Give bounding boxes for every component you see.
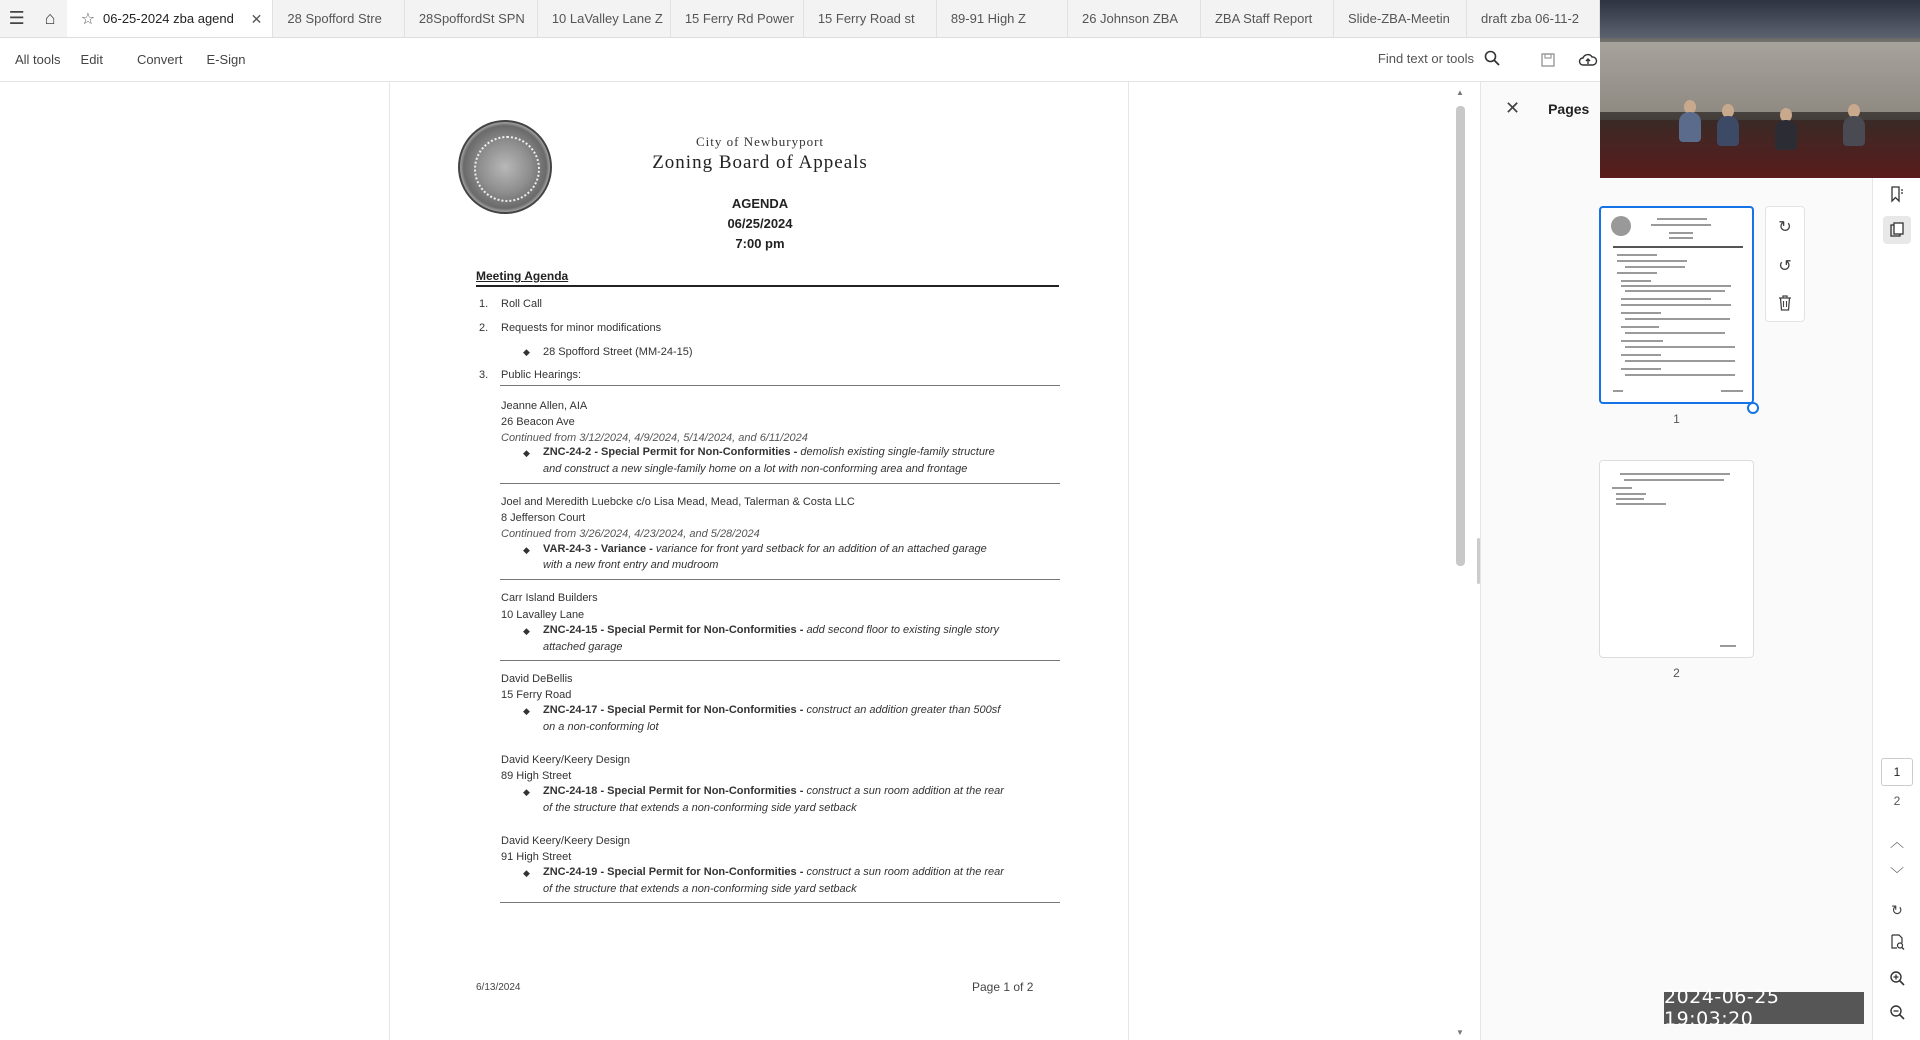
hearing-case: [543, 622, 999, 639]
menu-edit[interactable]: Edit: [80, 52, 103, 67]
case-id: ZNC-24-2 - Special Permit for Non-Conformities -: [543, 446, 798, 458]
hearing-case: [543, 702, 1000, 719]
hearing-case-continued: [543, 719, 659, 736]
tab-label: 26 Johnson ZBA: [1081, 11, 1179, 26]
item-roll-call: Roll Call: [501, 298, 542, 310]
tab-agenda[interactable]: [67, 0, 274, 37]
save-icon[interactable]: [1536, 48, 1560, 72]
search-icon[interactable]: [1484, 50, 1500, 66]
right-tool-rail: [1872, 82, 1920, 1040]
tab-document[interactable]: [937, 0, 1068, 37]
close-icon[interactable]: ✕: [1505, 98, 1521, 118]
thumbnail-line: [1621, 285, 1731, 287]
case-id: ZNC-24-15 - Special Permit for Non-Conformities -: [543, 624, 804, 636]
case-description: demolish existing single-family structure: [800, 446, 995, 458]
thumbnail-line: [1621, 368, 1661, 370]
refresh-icon[interactable]: ↻: [1891, 901, 1903, 918]
find-label: Find text or tools: [1377, 50, 1474, 66]
bullet-icon: ◆: [523, 448, 530, 458]
home-icon[interactable]: ⌂: [44, 8, 56, 28]
thumbnail-line: [1625, 266, 1685, 268]
hearing-applicant: David Keery/Keery Design: [501, 754, 631, 766]
thumbnail-line: [1625, 318, 1730, 320]
tab-label: 06-25-2024 zba agend: [103, 11, 234, 26]
bullet-icon: ◆: [523, 706, 530, 716]
thumbnail-number: 1: [1673, 412, 1680, 426]
video-person: [1679, 112, 1701, 142]
thumbnail-line: [1625, 346, 1735, 348]
footer-page-number: Page 1 of 2: [972, 980, 1034, 994]
close-tab-icon[interactable]: ✕: [250, 11, 263, 27]
video-ceiling: [1600, 0, 1920, 38]
section-title: Meeting Agenda: [476, 269, 569, 283]
rotate-counterclockwise-icon[interactable]: ↺: [1778, 257, 1792, 275]
item-public-hearings: Public Hearings:: [501, 369, 582, 381]
hearing-case: [543, 444, 995, 461]
hearing-case-continued: [543, 639, 623, 656]
thumbnail-line: [1621, 312, 1661, 314]
item-minor-modifications: Requests for minor modifications: [501, 322, 662, 334]
thumbnail-line: [1721, 390, 1743, 392]
tab-document[interactable]: [538, 0, 671, 37]
cloud-upload-icon[interactable]: [1576, 48, 1600, 72]
star-icon[interactable]: ☆: [80, 10, 96, 28]
tab-document[interactable]: [804, 0, 937, 37]
bullet-icon: ◆: [523, 347, 530, 357]
case-description: variance for front yard setback for an addition of an attached garage: [655, 543, 987, 555]
hearing-address: 15 Ferry Road: [501, 689, 572, 701]
thumbnail-line: [1613, 390, 1623, 392]
hearing-address: 89 High Street: [501, 770, 572, 782]
hearing-case: [543, 783, 1004, 800]
thumbnail-line: [1616, 498, 1644, 500]
hearing-applicant: David DeBellis: [501, 673, 573, 685]
delete-page-icon[interactable]: [1778, 295, 1792, 311]
thumbnail-line: [1651, 224, 1711, 226]
agenda-time: 7:00 pm: [735, 236, 785, 251]
tab-label: 28 Spofford Stre: [287, 11, 382, 26]
pages-panel-icon[interactable]: [1883, 216, 1911, 244]
minor-mod-entry: 28 Spofford Street (MM-24-15): [543, 346, 693, 358]
city-name: City of Newburyport: [695, 134, 825, 149]
document-scrollbar[interactable]: [1455, 88, 1465, 1037]
thumbnail-line: [1616, 493, 1646, 495]
tab-label: ZBA Staff Report: [1214, 11, 1313, 26]
thumbnail-line: [1620, 473, 1730, 475]
page-total: 2: [1893, 794, 1901, 808]
thumbnail-line: [1625, 374, 1735, 376]
thumbnail-line: [1621, 298, 1711, 300]
scroll-up-icon[interactable]: ▲: [1456, 88, 1464, 97]
scroll-down-icon[interactable]: ▼: [1456, 1028, 1464, 1037]
tab-label: 10 LaValley Lane Z: [551, 11, 663, 26]
bullet-icon: ◆: [523, 787, 530, 797]
tab-label: 89-91 High Z: [950, 11, 1026, 26]
hearing-divider: [500, 902, 1060, 903]
thumbnail-line: [1617, 272, 1657, 274]
tab-document[interactable]: [1201, 0, 1334, 37]
page-thumbnail-1[interactable]: [1599, 206, 1754, 404]
thumbnail-line: [1669, 232, 1693, 234]
video-timestamp: 2024-06-25 19:03:20: [1664, 992, 1864, 1024]
hearing-applicant: David Keery/Keery Design: [501, 835, 631, 847]
scrollbar-thumb[interactable]: [1456, 106, 1465, 566]
footer-date: 6/13/2024: [476, 982, 521, 993]
pages-panel-title: Pages: [1548, 100, 1590, 117]
bullet-icon: ◆: [523, 868, 530, 878]
pages-panel: [1480, 82, 1880, 1040]
item-number: 3.: [479, 369, 489, 381]
hearing-divider: [500, 660, 1060, 661]
agenda-label: AGENDA: [731, 196, 789, 211]
chevron-up-icon[interactable]: ︿: [1890, 834, 1904, 850]
hearing-applicant: Carr Island Builders: [501, 592, 598, 604]
item-number: 1.: [479, 298, 489, 310]
page-search-icon[interactable]: [1883, 928, 1911, 956]
hearing-divider: [500, 385, 1060, 386]
tab-bar: [0, 0, 1600, 38]
thumbnail-line: [1669, 237, 1693, 239]
case-description: construct an addition greater than 500sf: [806, 704, 1001, 716]
case-description: construct a sun room addition at the rear: [806, 866, 1004, 878]
agenda-heading: [390, 194, 1130, 254]
hearing-continued: Continued from 3/26/2024, 4/23/2024, and 5/28/2024: [501, 528, 760, 540]
case-id: ZNC-24-17 - Special Permit for Non-Conformities -: [543, 704, 804, 716]
hearing-divider: [500, 483, 1060, 484]
thumbnail-line: [1621, 304, 1731, 306]
thumbnail-line: [1624, 479, 1724, 481]
tab-document[interactable]: [1334, 0, 1467, 37]
hearing-case-continued: [543, 557, 718, 574]
tab-document[interactable]: [1467, 0, 1600, 37]
thumbnail-line: [1616, 503, 1666, 505]
hearing-case-continued: [543, 881, 857, 898]
page-thumbnail-2[interactable]: [1599, 460, 1754, 658]
pdf-page[interactable]: [389, 82, 1129, 1040]
menu-convert[interactable]: Convert: [136, 52, 183, 67]
case-description: with a new front entry and mudroom: [543, 559, 719, 571]
thumbnail-line: [1621, 354, 1661, 356]
case-description: attached garage: [543, 641, 623, 653]
thumbnail-line: [1612, 487, 1632, 489]
hearing-case-continued: [543, 461, 967, 478]
zoom-out-icon[interactable]: [1883, 998, 1911, 1026]
thumbnail-line: [1621, 326, 1659, 328]
case-description: construct a sun room addition at the rear: [806, 785, 1004, 797]
meeting-video-feed: [1600, 0, 1920, 178]
hearing-case: [543, 541, 987, 558]
video-person: [1717, 116, 1739, 146]
section-divider: [476, 285, 1059, 287]
thumbnail-line: [1621, 340, 1663, 342]
hearing-case-continued: [543, 800, 857, 817]
thumbnail-line: [1613, 246, 1743, 248]
video-person: [1775, 120, 1797, 150]
thumbnail-line: [1625, 332, 1725, 334]
hearing-case: [543, 864, 1004, 881]
page-actions: [1765, 206, 1805, 322]
case-description: add second floor to existing single story: [806, 624, 1000, 636]
bullet-icon: ◆: [523, 626, 530, 636]
thumbnail-line: [1625, 290, 1725, 292]
hearing-applicant: Joel and Meredith Luebcke c/o Lisa Mead, Mead, Talerman & Costa LLC: [501, 496, 855, 508]
case-id: ZNC-24-19 - Special Permit for Non-Conformities -: [543, 866, 804, 878]
hearing-divider: [500, 579, 1060, 580]
case-description: of the structure that extends a non-conforming side yard setback: [543, 883, 857, 895]
pages-panel-header: [1505, 98, 1589, 119]
hearing-address: 8 Jefferson Court: [501, 512, 586, 524]
tab-document[interactable]: [405, 0, 538, 37]
tab-label: draft zba 06-11-2: [1480, 11, 1580, 26]
rotate-clockwise-icon[interactable]: ↻: [1778, 218, 1792, 236]
zoom-in-icon[interactable]: [1883, 964, 1911, 992]
thumbnail-line: [1720, 645, 1736, 647]
board-name: Zoning Board of Appeals: [652, 152, 868, 173]
thumbnail-line: [1621, 280, 1651, 282]
bullet-icon: ◆: [523, 545, 530, 555]
tab-label: 15 Ferry Road st: [817, 11, 915, 26]
hearing-applicant: Jeanne Allen, AIA: [501, 400, 588, 412]
case-id: ZNC-24-18 - Special Permit for Non-Conformities -: [543, 785, 804, 797]
video-person: [1843, 116, 1865, 146]
tab-label: Slide-ZBA-Meetin: [1347, 11, 1450, 26]
tab-document[interactable]: [273, 0, 404, 37]
menu-esign[interactable]: E-Sign: [206, 52, 246, 67]
agenda-date: 06/25/2024: [727, 216, 793, 231]
hearing-address: 10 Lavalley Lane: [501, 609, 585, 621]
hamburger-menu-icon[interactable]: ☰: [8, 8, 25, 28]
bookmark-icon[interactable]: [1883, 180, 1911, 208]
case-description: and construct a new single-family home on a lot with non-conforming area and frontage: [543, 463, 968, 475]
thumbnail-number: 2: [1673, 666, 1680, 680]
thumbnail-line: [1617, 260, 1687, 262]
tab-document[interactable]: [1068, 0, 1201, 37]
thumbnail-line: [1617, 254, 1657, 256]
hearing-continued: Continued from 3/12/2024, 4/9/2024, 5/14/2024, and 6/11/2024: [501, 432, 808, 444]
chevron-down-icon[interactable]: ﹀: [1890, 866, 1904, 882]
hearing-address: 26 Beacon Ave: [501, 416, 575, 428]
main-toolbar: [0, 38, 1600, 82]
tab-document[interactable]: [671, 0, 804, 37]
thumbnail-line: [1657, 218, 1707, 220]
tab-label: 15 Ferry Rd Power: [684, 11, 794, 26]
hearing-address: 91 High Street: [501, 851, 572, 863]
page-number-input[interactable]: 1: [1881, 758, 1913, 786]
find-tools[interactable]: [1378, 50, 1500, 66]
tab-label: 28SpoffordSt SPN: [418, 11, 525, 26]
menu-all-tools[interactable]: All tools: [15, 52, 61, 67]
video-wall: [1600, 42, 1920, 112]
thumbnail-seal: [1611, 216, 1631, 236]
case-description: on a non-conforming lot: [543, 721, 659, 733]
case-description: of the structure that extends a non-conforming side yard setback: [543, 802, 857, 814]
thumbnail-line: [1625, 360, 1735, 362]
video-table: [1600, 120, 1920, 178]
item-number: 2.: [479, 322, 489, 334]
case-id: VAR-24-3 - Variance -: [543, 543, 653, 555]
